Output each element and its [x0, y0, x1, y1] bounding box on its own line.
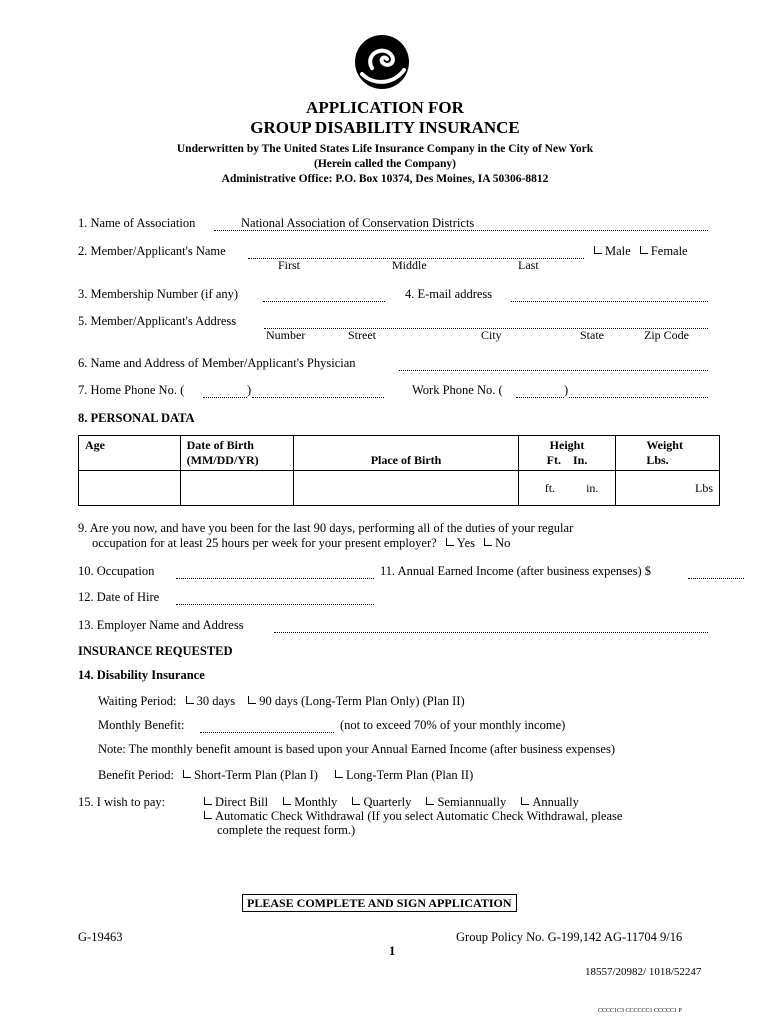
complete-sign-banner: PLEASE COMPLETE AND SIGN APPLICATION	[242, 894, 517, 912]
home-area-line[interactable]	[203, 397, 247, 398]
waiting-30-checkbox[interactable]	[186, 696, 194, 704]
state-caption: State	[580, 328, 604, 342]
q12-line[interactable]	[176, 604, 374, 605]
auto-withdrawal-checkbox[interactable]	[204, 811, 212, 819]
page-number: 1	[389, 944, 396, 958]
annually-checkbox[interactable]	[521, 797, 529, 805]
in-unit: in.	[586, 480, 599, 495]
auto-withdrawal-label: Automatic Check Withdrawal (If you select Automatic Check Withdrawal, please	[215, 809, 623, 823]
work-close: )	[564, 383, 569, 397]
monthly-benefit-label: Monthly Benefit:	[98, 718, 185, 732]
no-checkbox[interactable]	[484, 538, 492, 546]
first-caption: First	[278, 258, 301, 272]
lbs-unit: Lbs	[695, 480, 713, 495]
q13-label: 13. Employer Name and Address	[78, 618, 244, 632]
table-row	[79, 471, 720, 506]
q1-value: National Association of Conservation Districts	[241, 216, 475, 230]
waiting-label: Waiting Period:	[98, 694, 177, 708]
q15-label: 15. I wish to pay:	[78, 795, 166, 809]
q3-line[interactable]	[263, 301, 385, 302]
q6-line[interactable]	[399, 370, 708, 371]
benefit-period-label: Benefit Period:	[98, 768, 175, 782]
form-subtitle	[0, 142, 770, 187]
age-cell[interactable]	[79, 471, 181, 506]
personal-data-table	[78, 435, 720, 506]
height-cell[interactable]	[518, 471, 616, 506]
work-phone-label: Work Phone No. (	[412, 383, 503, 397]
long-term-label: Long-Term Plan (Plan II)	[346, 768, 474, 782]
monthly-benefit-note: (not to exceed 70% of your monthly income)	[340, 718, 566, 732]
q11-line[interactable]	[688, 578, 744, 579]
q9-line2: occupation for at least 25 hours per week for your present employer?	[92, 536, 437, 550]
ft-unit: ft.	[544, 480, 556, 495]
q13-line[interactable]	[274, 632, 708, 633]
waiting-90-checkbox[interactable]	[248, 696, 256, 704]
q9-line2-wrap	[92, 536, 510, 551]
age-header: Age	[79, 436, 181, 471]
waiting-30-label: 30 days	[196, 694, 236, 708]
pob-header: Place of Birth	[294, 436, 518, 471]
male-checkbox[interactable]	[594, 246, 602, 254]
q1-label: 1. Name of Association	[78, 216, 196, 230]
semiannually-checkbox[interactable]	[426, 797, 434, 805]
middle-caption: Middle	[392, 258, 427, 272]
quarterly-label: Quarterly	[363, 795, 412, 809]
street-caption: Street	[348, 328, 376, 342]
home-close: )	[247, 383, 252, 397]
gender-options	[588, 244, 688, 259]
monthly-checkbox[interactable]	[283, 797, 291, 805]
zip-caption: Zip Code	[644, 328, 689, 342]
q14-label: 14. Disability Insurance	[78, 668, 205, 682]
auto-withdrawal-row	[198, 809, 622, 824]
direct-bill-checkbox[interactable]	[204, 797, 212, 805]
work-area-line[interactable]	[516, 397, 564, 398]
q10-label: 10. Occupation	[78, 564, 155, 578]
q3-label: 3. Membership Number (if any)	[78, 287, 239, 301]
benefit-note: Note: The monthly benefit amount is based upon your Annual Earned Income (after business expenses)	[98, 742, 615, 756]
monthly-benefit-line[interactable]	[200, 732, 334, 733]
yes-checkbox[interactable]	[446, 538, 454, 546]
underwriter-text: Underwritten by The United States Life Insurance Company in the City of New York	[176, 143, 594, 155]
weight-header: Weight Lbs.	[616, 436, 720, 471]
q9-line1: 9. Are you now, and have you been for the last 90 days, performing all of the duties of your regular	[78, 521, 574, 535]
dob-header: Date of Birth (MM/DD/YR)	[180, 436, 294, 471]
benefit-period-row	[98, 768, 473, 783]
semiannually-label: Semiannually	[437, 795, 507, 809]
table-header-row	[79, 436, 720, 471]
female-label: Female	[650, 244, 688, 258]
q5-label: 5. Member/Applicant's Address	[78, 314, 237, 328]
pob-cell[interactable]	[294, 471, 518, 506]
company-logo	[354, 34, 410, 90]
policy-number: Group Policy No. G-199,142 AG-11704 9/16	[456, 930, 683, 944]
form-title	[0, 98, 770, 138]
short-term-label: Short-Term Plan (Plan I)	[194, 768, 318, 782]
no-label: No	[495, 536, 511, 550]
height-header: Height Ft. In.	[518, 436, 616, 471]
q4-line[interactable]	[511, 301, 708, 302]
q4-label: 4. E-mail address	[405, 287, 493, 301]
number-caption: Number	[266, 328, 306, 342]
male-label: Male	[605, 244, 631, 258]
city-caption: City	[481, 328, 502, 342]
q8-label: 8. PERSONAL DATA	[78, 411, 195, 425]
home-phone-label: 7. Home Phone No. (	[78, 383, 185, 397]
payment-options	[198, 795, 579, 810]
waiting-period-row	[98, 694, 465, 709]
dob-cell[interactable]	[180, 471, 294, 506]
annually-label: Annually	[532, 795, 579, 809]
insurance-heading: INSURANCE REQUESTED	[78, 644, 233, 658]
direct-bill-label: Direct Bill	[215, 795, 269, 809]
q6-label: 6. Name and Address of Member/Applicant's Physician	[78, 356, 356, 370]
monthly-label: Monthly	[294, 795, 338, 809]
q12-label: 12. Date of Hire	[78, 590, 160, 604]
form-number: G-19463	[78, 930, 123, 944]
q2-label: 2. Member/Applicant's Name	[78, 244, 226, 258]
weight-cell[interactable]	[616, 471, 720, 506]
title-line-1: APPLICATION FOR	[306, 98, 464, 117]
female-checkbox[interactable]	[640, 246, 648, 254]
long-term-checkbox[interactable]	[335, 770, 343, 778]
herein-text: (Herein called the Company)	[314, 158, 456, 170]
quarterly-checkbox[interactable]	[352, 797, 360, 805]
waiting-90-label: 90 days (Long-Term Plan Only) (Plan II)	[259, 694, 465, 708]
auto-withdrawal-line2: complete the request form.)	[217, 823, 356, 837]
footer-code: 18557/20982/ 1018/52247	[585, 966, 702, 978]
last-caption: Last	[518, 258, 539, 272]
home-phone-line[interactable]	[252, 397, 384, 398]
q10-line[interactable]	[176, 578, 374, 579]
short-term-checkbox[interactable]	[183, 770, 191, 778]
admin-office-text: Administrative Office: P.O. Box 10374, Des Moines, IA 50306-8812	[221, 173, 549, 185]
yes-label: Yes	[456, 536, 475, 550]
q11-label: 11. Annual Earned Income (after business expenses) $	[380, 564, 651, 578]
title-line-2: GROUP DISABILITY INSURANCE	[250, 118, 520, 137]
work-phone-line[interactable]	[569, 397, 708, 398]
tiny-code: CCCC1C3 CCCCCC1 CCCCC1 P	[598, 1008, 682, 1014]
